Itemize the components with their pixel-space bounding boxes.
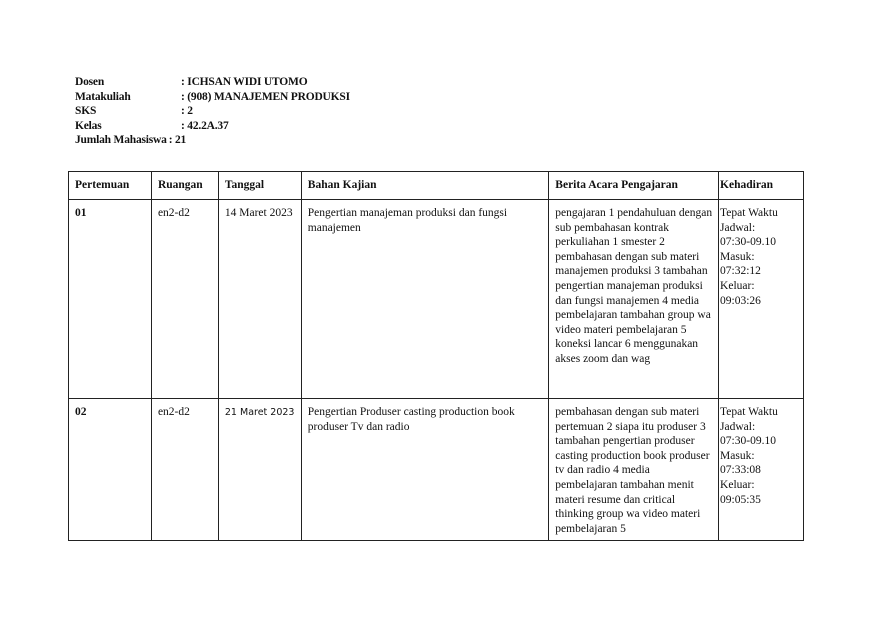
column-header-kehadiran: Kehadiran <box>719 172 804 200</box>
matakuliah-label: Matakuliah <box>75 90 131 103</box>
column-header-pertemuan: Pertemuan <box>69 172 152 200</box>
sks-label: SKS <box>75 105 97 117</box>
matakuliah-row <box>75 90 350 105</box>
pertemuan-cell: 01 <box>69 200 152 399</box>
tanggal-cell: 14 Maret 2023 <box>218 200 301 399</box>
keluar-label: Keluar: <box>720 279 755 292</box>
dosen-value: : ICHSAN WIDI UTOMO <box>181 76 308 88</box>
ruangan-cell: en2-d2 <box>151 200 218 399</box>
sks-value: : 2 <box>181 105 193 117</box>
masuk-value: 07:32:12 <box>720 265 761 278</box>
table-row <box>69 399 804 541</box>
bahan-kajian-cell: Pengertian manajeman produksi dan fungsi manajemen <box>301 200 549 399</box>
tanggal-cell <box>218 399 301 541</box>
kelas-value: : 42.2A.37 <box>181 119 229 132</box>
pertemuan-cell: 02 <box>69 399 152 541</box>
kehadiran-cell <box>719 200 804 399</box>
attendance-table <box>68 171 804 541</box>
masuk-value: 07:33:08 <box>720 464 761 477</box>
tanggal-value: 21 Maret 2023 <box>224 407 295 418</box>
kehadiran-status: Tepat Waktu <box>720 406 778 418</box>
dosen-row <box>75 75 350 90</box>
masuk-label: Masuk: <box>720 250 755 263</box>
sks-row <box>75 104 350 119</box>
column-header-berita-acara: Berita Acara Pengajaran <box>549 172 719 200</box>
berita-acara-cell: pembahasan dengan sub materi pertemuan 2 siapa itu produser 3 tambahan pengertian produser casting production book produser tv dan radio 4 media pembelajaran tambahan menit materi resume dan critical thinking group wa video materi pembelajaran 5 <box>549 399 719 541</box>
matakuliah-value: : (908) MANAJEMEN PRODUKSI <box>181 90 350 103</box>
keluar-value: 09:03:26 <box>720 294 761 307</box>
column-header-tanggal: Tanggal <box>218 172 301 200</box>
kelas-label: Kelas <box>75 119 102 132</box>
kelas-row <box>75 119 350 134</box>
kehadiran-status: Tepat Waktu <box>720 207 778 219</box>
jumlah-row <box>75 133 350 148</box>
jadwal-value: 07:30-09.10 <box>720 435 776 448</box>
jadwal-label: Jadwal: <box>720 221 756 234</box>
table-header-row <box>69 172 804 200</box>
jumlah-value: : 21 <box>168 134 187 146</box>
ruangan-cell: en2-d2 <box>151 399 218 541</box>
bahan-kajian-cell: Pengertian Produser casting production book produser Tv dan radio <box>301 399 549 541</box>
keluar-value: 09:05:35 <box>720 493 761 506</box>
lecturer-info-header <box>75 75 350 148</box>
berita-acara-cell: pengajaran 1 pendahuluan dengan sub pembahasan kontrak perkuliahan 1 smester 2 pembahasan dengan sub materi manajemen produksi 3 tambahan pengertian manajeman produksi dan fungsi manajemen 4 media pembelajaran tambahan group wa video materi pembelajaran 5 koneksi lancar 6 menggunakan akses zoom dan wag <box>549 200 719 399</box>
column-header-bahan-kajian: Bahan Kajian <box>301 172 549 200</box>
jadwal-label: Jadwal: <box>720 420 756 433</box>
keluar-label: Keluar: <box>720 478 755 491</box>
kehadiran-cell <box>719 399 804 541</box>
jumlah-label: Jumlah Mahasiswa <box>75 134 167 146</box>
column-header-ruangan: Ruangan <box>151 172 218 200</box>
dosen-label: Dosen <box>75 76 105 88</box>
jadwal-value: 07:30-09.10 <box>720 236 776 249</box>
masuk-label: Masuk: <box>720 449 755 462</box>
table-row <box>69 200 804 399</box>
